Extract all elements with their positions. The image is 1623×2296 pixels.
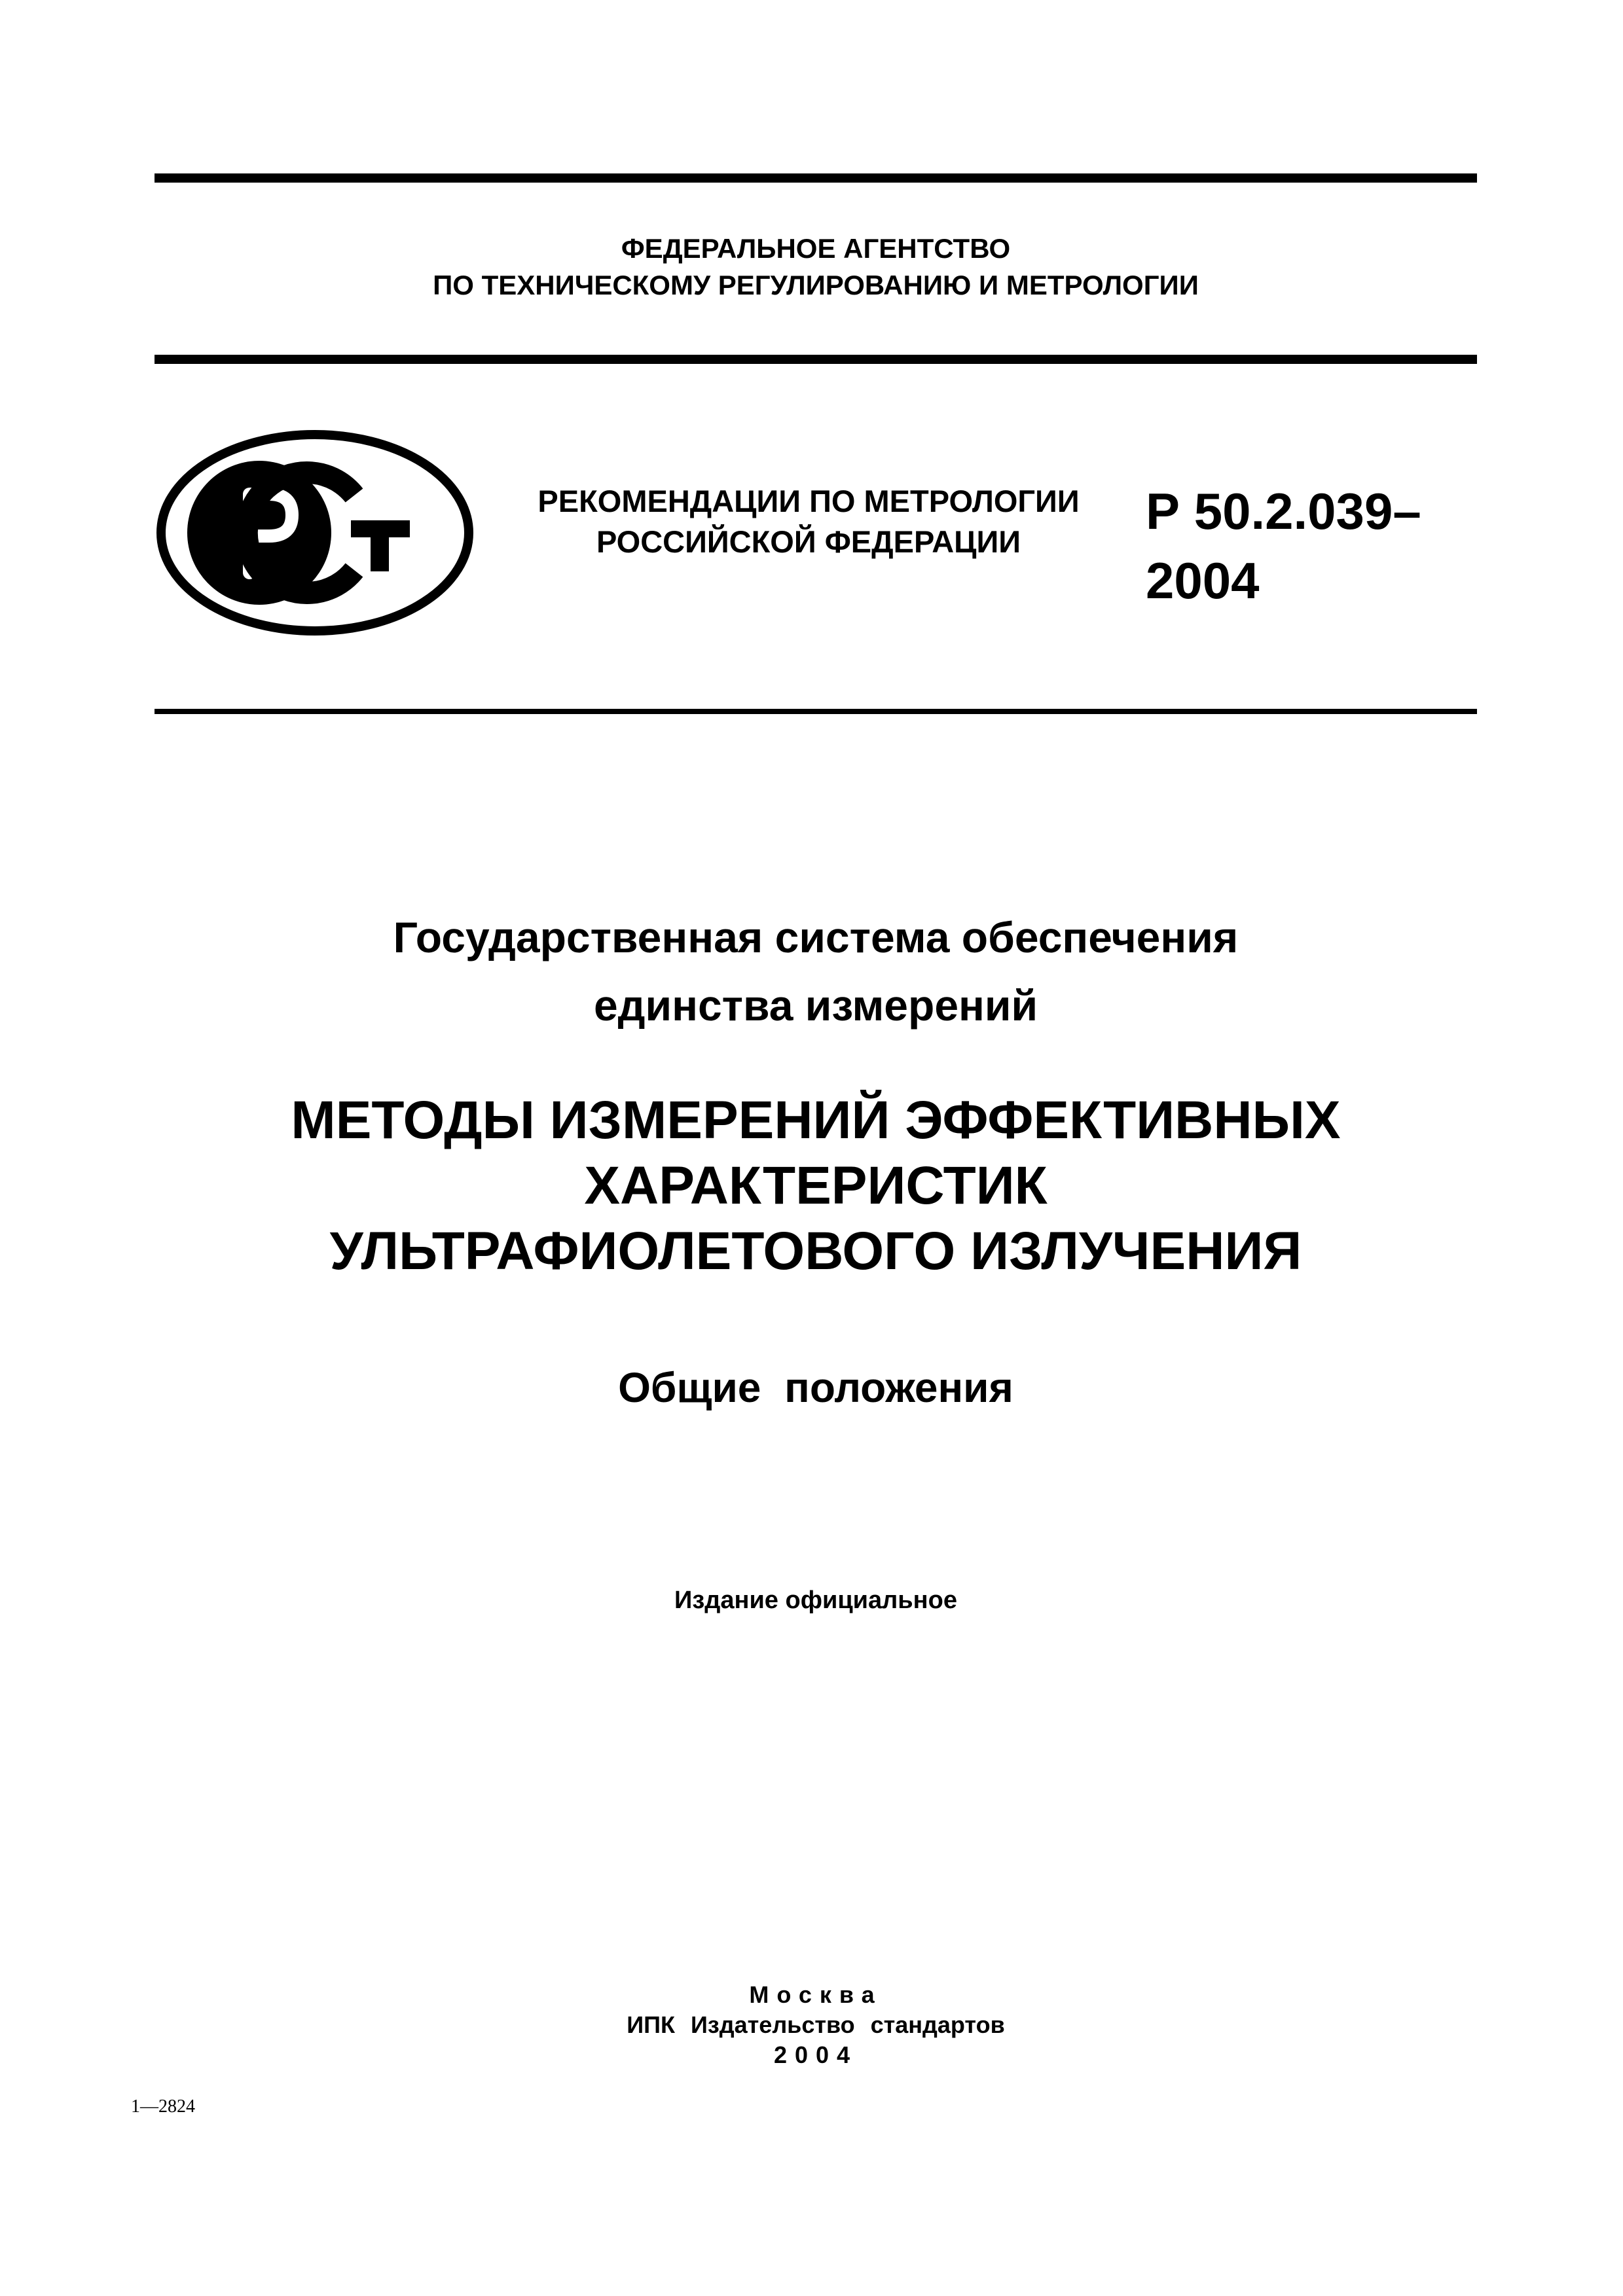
top-rule <box>155 173 1477 183</box>
series-name <box>498 481 1120 562</box>
title-line-1: МЕТОДЫ ИЗМЕРЕНИЙ ЭФФЕКТИВНЫХ <box>291 1090 1341 1150</box>
section-rule <box>155 709 1477 714</box>
agency-line-2: ПО ТЕХНИЧЕСКОМУ РЕГУЛИРОВАНИЮ И МЕТРОЛОГИИ <box>433 270 1199 300</box>
designation-number: Р 50.2.039– <box>1146 482 1421 540</box>
designation-year: 2004 <box>1146 552 1260 609</box>
series-line-1: РЕКОМЕНДАЦИИ ПО МЕТРОЛОГИИ <box>538 484 1080 518</box>
series-line-2: РОССИЙСКОЙ ФЕДЕРАЦИИ <box>596 524 1021 559</box>
imprint-city: Москва <box>749 1981 883 2008</box>
system-title-line-2: единства измерений <box>593 981 1038 1030</box>
imprint <box>155 1980 1477 2070</box>
system-title <box>155 903 1477 1039</box>
agency-line-1: ФЕДЕРАЛЬНОЕ АГЕНТСТВО <box>621 233 1011 264</box>
document-title <box>155 1088 1477 1284</box>
system-title-line-1: Государственная система обеспечения <box>393 913 1239 961</box>
title-line-2: ХАРАКТЕРИСТИК <box>584 1156 1048 1215</box>
edition-note: Издание официальное <box>674 1587 957 1614</box>
rst-mark-icon <box>155 429 475 637</box>
agency-header <box>155 230 1477 304</box>
header-rule <box>155 355 1477 364</box>
document-designation <box>1146 476 1473 615</box>
imprint-publisher: ИПК Издательство стандартов <box>627 2011 1005 2038</box>
order-number: 1—2824 <box>131 2096 195 2117</box>
imprint-year: 2004 <box>773 2041 858 2068</box>
title-line-3: УЛЬТРАФИОЛЕТОВОГО ИЗЛУЧЕНИЯ <box>329 1221 1302 1281</box>
document-subtitle: Общие положения <box>618 1364 1013 1411</box>
